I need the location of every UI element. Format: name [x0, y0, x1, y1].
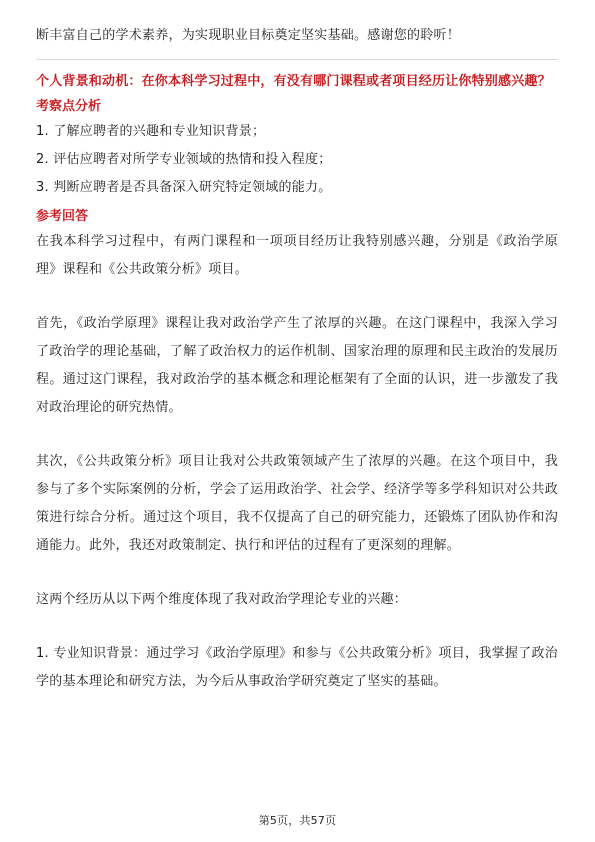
analysis-item: 2. 评估应聘者对所学专业领域的热情和投入程度； — [36, 152, 332, 167]
answer-paragraph: 首先，《政治学原理》课程让我对政治学产生了浓厚的兴趣。在这门课程中，我深入学习了政治学的理论基础，了解了政治权力的运作机制、国家治理的原理和民主政治的发展历程。通过这门课程，我对政治学的基本概念和理论框架有了全面的认识，进一步激发了我对政治理论的研究热情。 — [36, 316, 558, 415]
answer-paragraph: 这两个经历从以下两个维度体现了我对政治学理论专业的兴趣： — [36, 592, 408, 607]
spacer — [36, 560, 558, 586]
page-content — [36, 22, 558, 696]
intro-tail-paragraph: 断丰富自己的学术素养，为实现职业目标奠定坚实基础。感谢您的聆听！ — [36, 28, 461, 43]
section-divider — [36, 59, 558, 60]
spacer — [36, 284, 558, 310]
spacer — [36, 614, 558, 640]
answer-paragraph: 其次，《公共政策分析》项目让我对公共政策领域产生了浓厚的兴趣。在这个项目中，我参与了多个实际案例的分析，学会了运用政治学、社会学、经济学等多学科知识对公共政策进行综合分析。通过这个项目，我不仅提高了自己的研究能力，还锻炼了团队协作和沟通能力。此外，我还对政策制定、执行和评估的过程有了更深刻的理解。 — [36, 454, 558, 553]
answer-paragraph: 在我本科学习过程中，有两门课程和一项项目经历让我特别感兴趣，分别是《政治学原理》课程和《公共政策分析》项目。 — [36, 234, 558, 277]
page-number-footer: 第5页，共57页 — [258, 814, 337, 827]
analysis-item: 3. 判断应聘者是否具备深入研究特定领域的能力。 — [36, 180, 332, 195]
spacer — [36, 422, 558, 448]
analysis-heading: 考察点分析 — [36, 99, 102, 114]
analysis-item: 1. 了解应聘者的兴趣和专业知识背景； — [36, 124, 266, 139]
answer-heading: 参考回答 — [36, 209, 89, 224]
answer-paragraph: 1. 专业知识背景：通过学习《政治学原理》和参与《公共政策分析》项目，我掌握了政治学的基本理论和研究方法，为今后从事政治学研究奠定了坚实的基础。 — [36, 646, 558, 689]
question-title: 个人背景和动机：在你本科学习过程中，有没有哪门课程或者项目经历让你特别感兴趣？ — [36, 74, 551, 89]
